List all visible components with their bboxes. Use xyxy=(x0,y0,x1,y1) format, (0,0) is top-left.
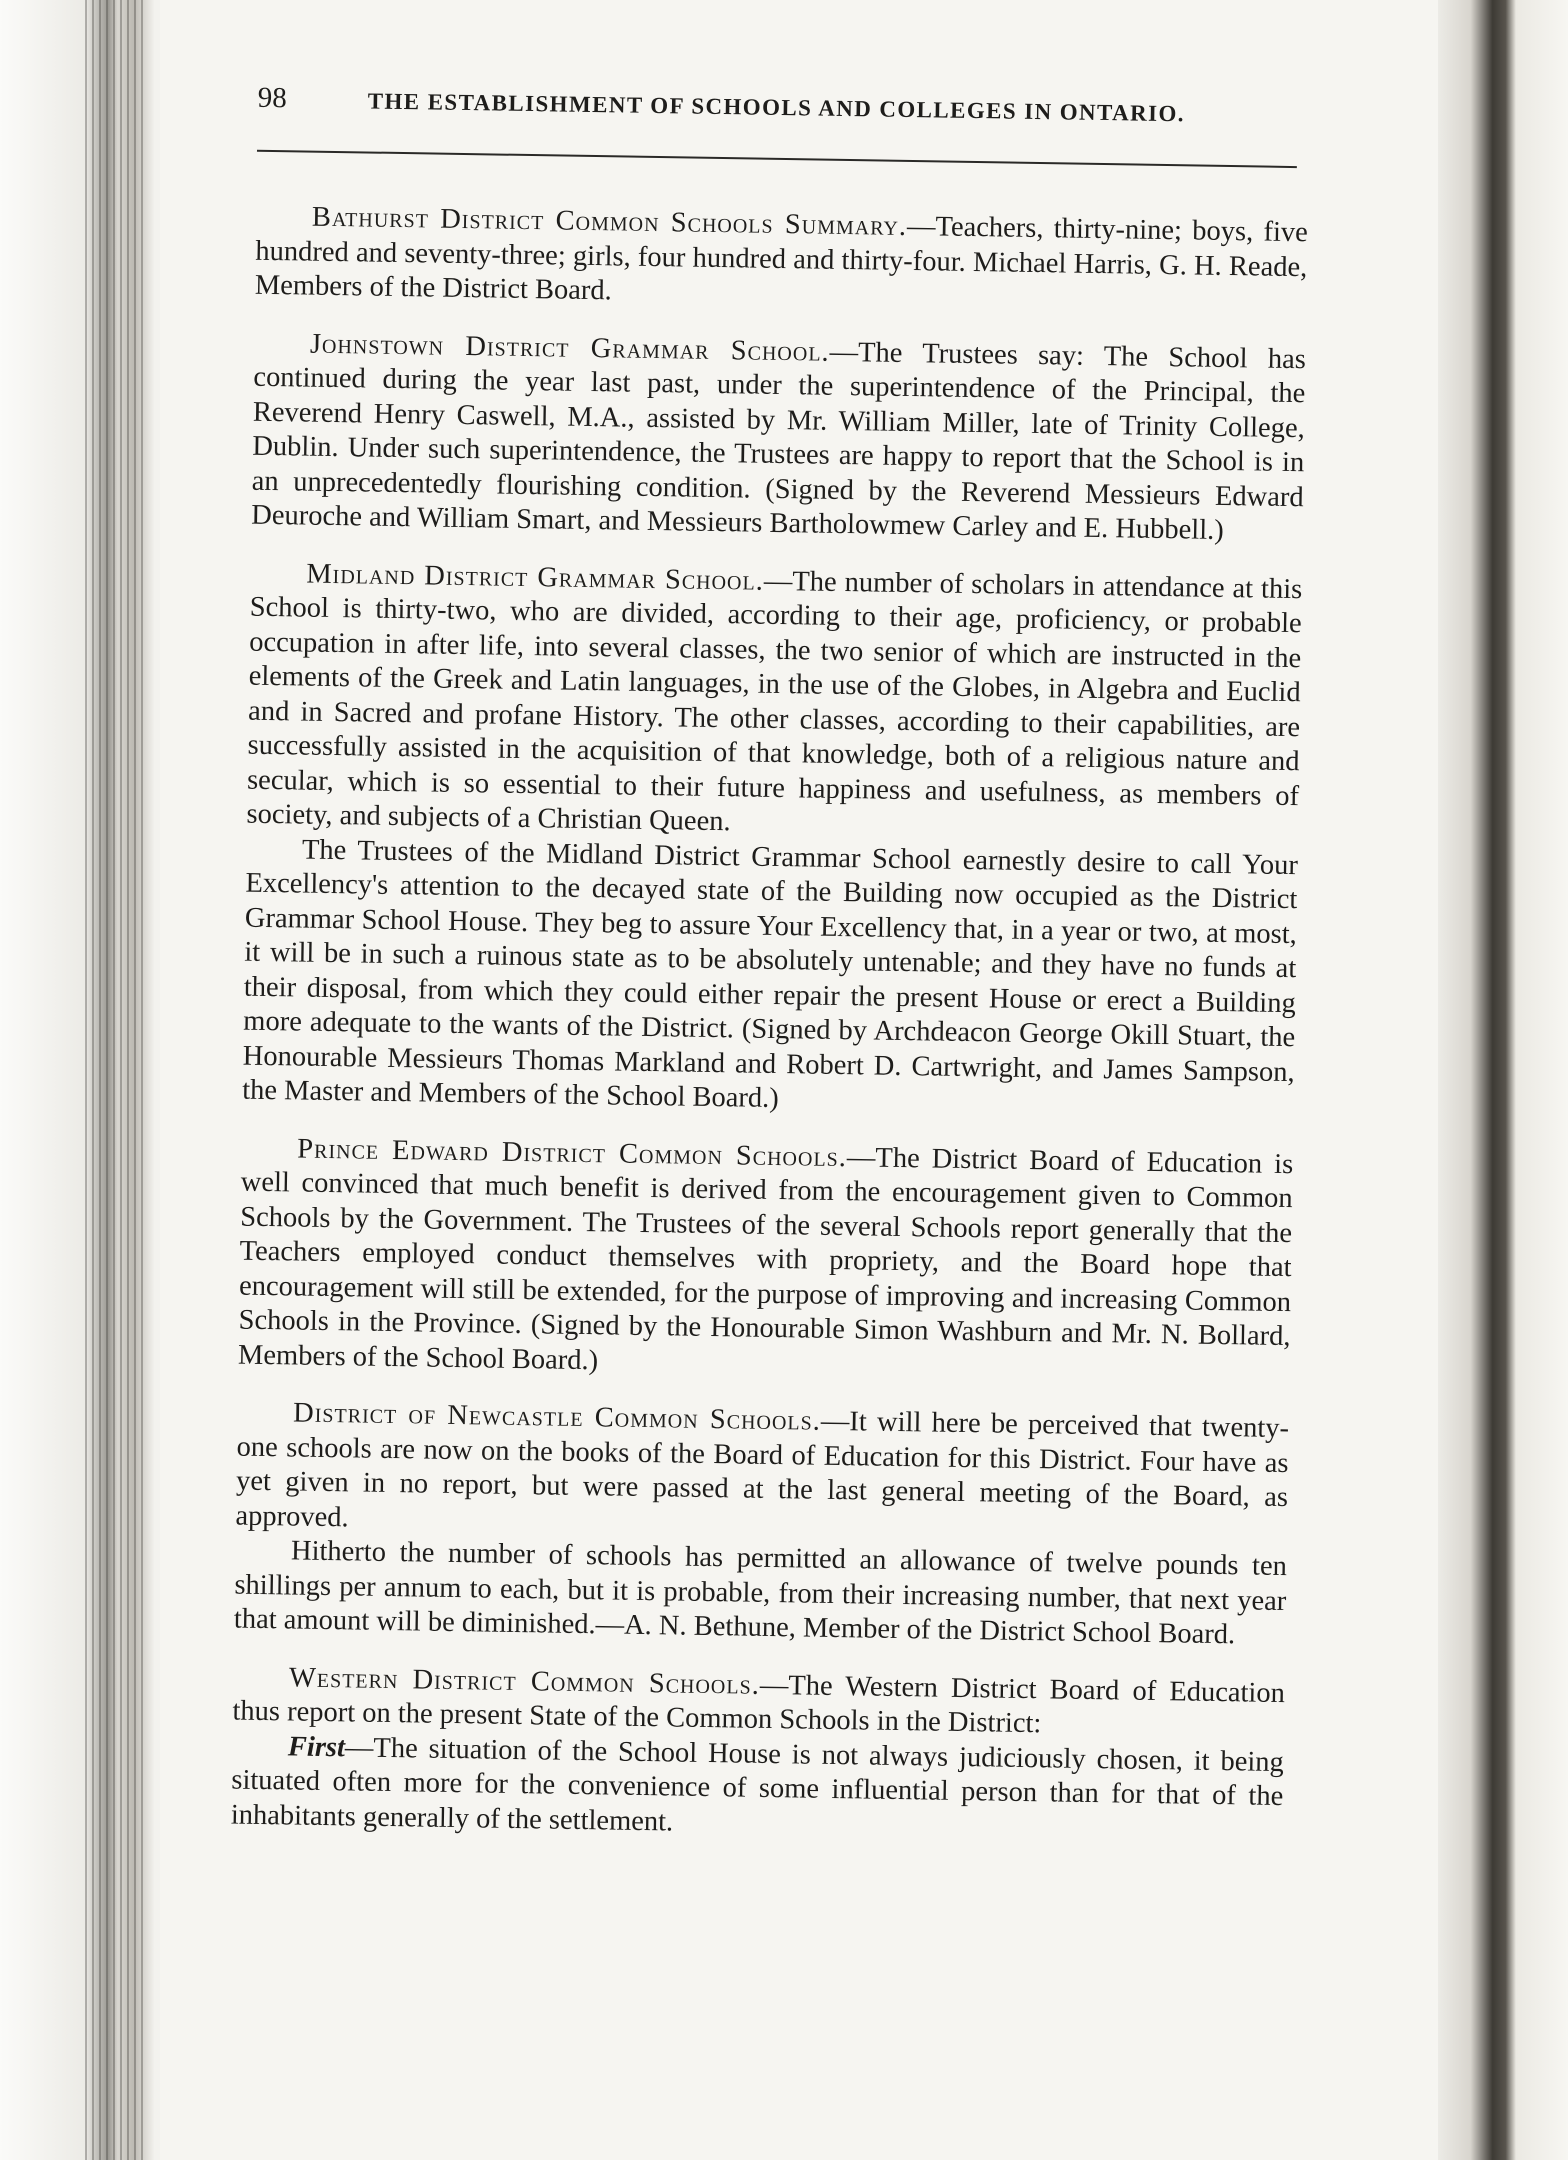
section-newcastle xyxy=(235,1396,1289,1551)
section-western-first xyxy=(231,1729,1284,1849)
section-body: —Teachers, thirty-nine; boys, five hundred and seventy-three; girls, four hundred and thirty-four. Michael Harris, G. H. Reade, Members of the District Board. xyxy=(254,210,1309,307)
section-heading: Prince Edward District Common Schools. xyxy=(297,1132,848,1173)
section-johnstown xyxy=(251,326,1306,549)
section-body: —The Trustees say: The School has continued during the year last past, under the superintendence of the Principal, the Reverend Henry Caswell, M.A., assisted by Mr. William Miller, late of Trinity College, Dublin. Under such superintendence, the Trustees are happy to report that the School is in an unprecedentedly flourishing condition. (Signed by the Reverend Messieurs Edward Deuroche and William Smart, and Messieurs Bartholowmew Carley and E. Hubbell.) xyxy=(251,336,1307,546)
section-body: —It will here be perceived that twenty-one schools are now on the books of the Board of Education for this District. Four have as yet given in no report, but were passed at the last general meeting of the Board, as approved. xyxy=(235,1405,1290,1533)
section-bathurst xyxy=(255,200,1308,320)
section-newcastle-continuation: Hitherto the number of schools has permitted an allowance of twelve pounds ten shillings per annum to each, but it is probable, from their increasing number, that next year that amount will be diminished.—A. N. Bethune, Member of the District School Board. xyxy=(233,1535,1288,1651)
section-heading: Bathurst District Common Schools Summary. xyxy=(311,201,908,242)
page-content xyxy=(231,82,1310,1849)
header-rule xyxy=(257,150,1297,168)
section-heading: Midland District Grammar School. xyxy=(306,558,765,597)
section-heading: Western District Common Schools. xyxy=(288,1661,761,1701)
right-page-edge xyxy=(1438,0,1568,2160)
book-page xyxy=(160,0,1438,2160)
section-body: —The Western District Board of Education thus report on the present State of the Common Schools in the District: xyxy=(232,1669,1286,1740)
section-heading: District of Newcastle Common Schools. xyxy=(292,1397,822,1437)
section-body: —The District Board of Education is well convinced that much benefit is derived from the encouragement given to Common Schools by the Government. The Trustees of the several Schools report generally that the Teachers employed conduct themselves with propriety, and the Board hope that encouragement will still be extended, for the purpose of improving and increasing Common Schools in the Province. (Signed by the Honourable Simon Washburn and Mr. N. Bollard, Members of the School Board.) xyxy=(237,1141,1294,1376)
page-header xyxy=(257,82,1310,147)
section-heading: Johnstown District Grammar School. xyxy=(309,328,830,368)
left-page-edge-lines xyxy=(85,0,145,2160)
first-label: First xyxy=(287,1730,346,1763)
section-midland xyxy=(246,556,1302,848)
page-number: 98 xyxy=(257,81,288,115)
section-midland-continuation: The Trustees of the Midland District Grammar School earnestly desire to call Your Excellency's attention to the decayed state of the Building now occupied as the District Grammar School House. They beg to assure Your Excellency that, in a year or two, at most, it will be in such a ruinous state as to be absolutely untenable; and they have no funds at their disposal, from which they could either repair the present House or erect a Building more adequate to the wants of the District. (Signed by Archdeacon George Okill Stuart, the Honourable Messieurs Thomas Markland and Robert D. Cartwright, and James Sampson, the Master and Members of the School Board.) xyxy=(241,834,1299,1115)
section-body: —The number of scholars in attendance at this School is thirty-two, who are divided, according to their age, proficiency, or probable occupation in after life, into several classes, the two senior of which are instructed in the elements of the Greek and Latin languages, in the use of the Globes, in Algebra and Euclid and in Sacred and profane History. The other classes, according to their capabilities, are successfully assisted in the acquisition of that knowledge, both of a religious nature and secular, which is so essential to their future happiness and usefulness, as members of society, and subjects of a Christian Queen. xyxy=(246,565,1303,838)
running-head: THE ESTABLISHMENT OF SCHOOLS AND COLLEGES IN ONTARIO. xyxy=(367,88,1186,127)
section-prince-edward xyxy=(238,1131,1294,1389)
first-text: —The situation of the School House is not always judiciously chosen, it being situated often more for the convenience of some influential person than for that of the inhabitants generally of the settlement. xyxy=(230,1731,1285,1837)
